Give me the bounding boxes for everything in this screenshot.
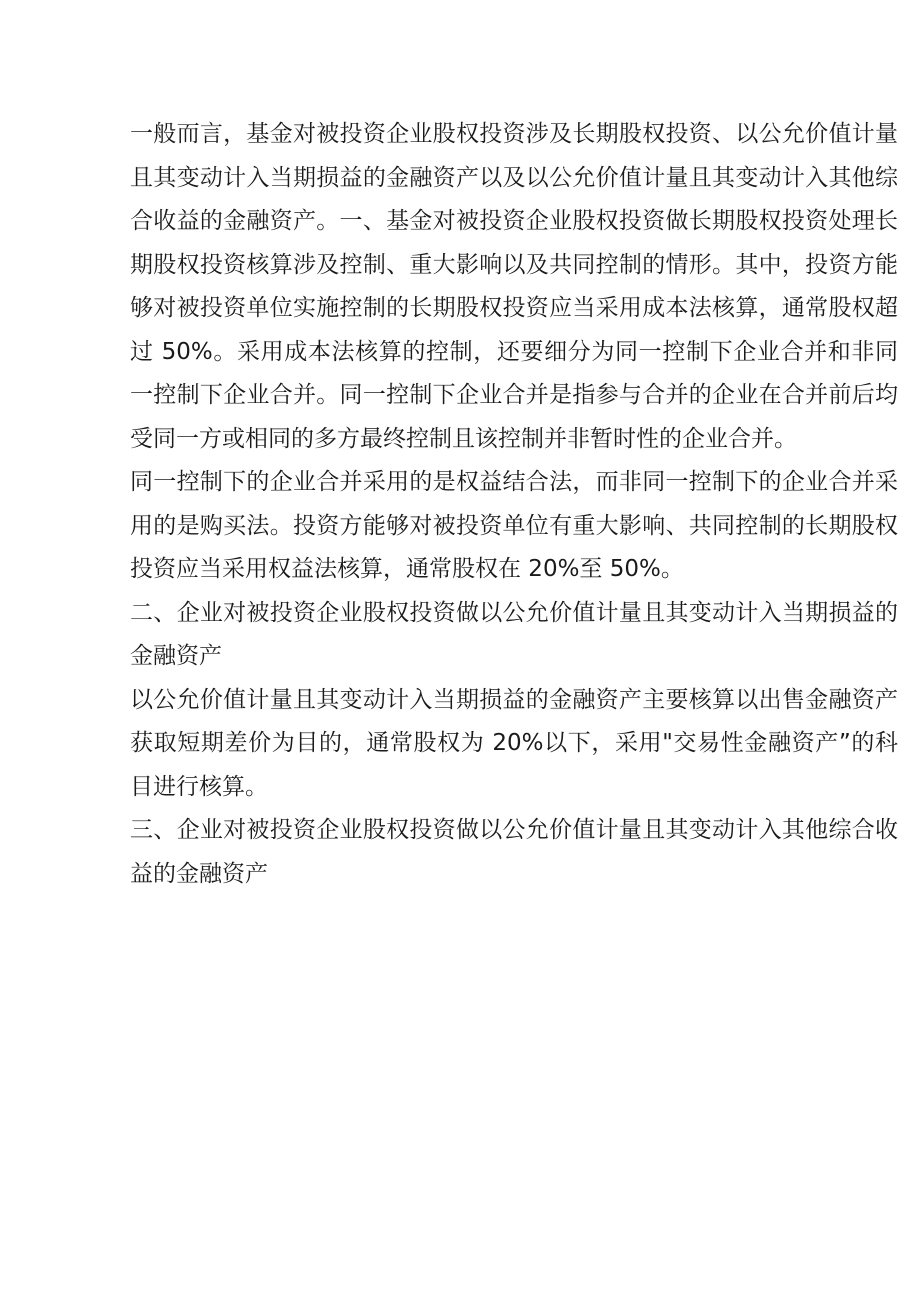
heading-section-three: 三、企业对被投资企业股权投资做以公允价值计量且其变动计入其他综合收益的金融资产 <box>130 817 898 887</box>
document-body <box>130 113 898 896</box>
heading-section-two: 二、企业对被投资企业股权投资做以公允价值计量且其变动计入当期损益的金融资产 <box>130 599 898 669</box>
paragraph-section-two-body: 以公允价值计量且其变动计入当期损益的金融资产主要核算以出售金融资产获取短期差价为目的，通常股权为 20%以下，采用"交易性金融资产”的科目进行核算。 <box>130 686 898 800</box>
paragraph-equity-method: 同一控制下的企业合并采用的是权益结合法，而非同一控制下的企业合并采用的是购买法。投资方能够对被投资单位有重大影响、共同控制的长期股权投资应当采用权益法核算，通常股权在 20%至 50%。 <box>130 469 898 582</box>
paragraph-intro: 一般而言，基金对被投资企业股权投资涉及长期股权投资、以公允价值计量且其变动计入当期损益的金融资产以及以公允价值计量且其变动计入其他综合收益的金融资产。一、基金对被投资企业股权投资做长期股权投资处理长期股权投资核算涉及控制、重大影响以及共同控制的情形。其中，投资方能够对被投资单位实施控制的长期股权投资应当采用成本法核算，通常股权超过 50%。采用成本法核算的控制，还要细分为同一控制下企业合并和非同一控制下企业合并。同一控制下企业合并是指参与合并的企业在合并前后均受同一方或相同的多方最终控制且该控制并非暂时性的企业合并。 <box>130 121 898 452</box>
